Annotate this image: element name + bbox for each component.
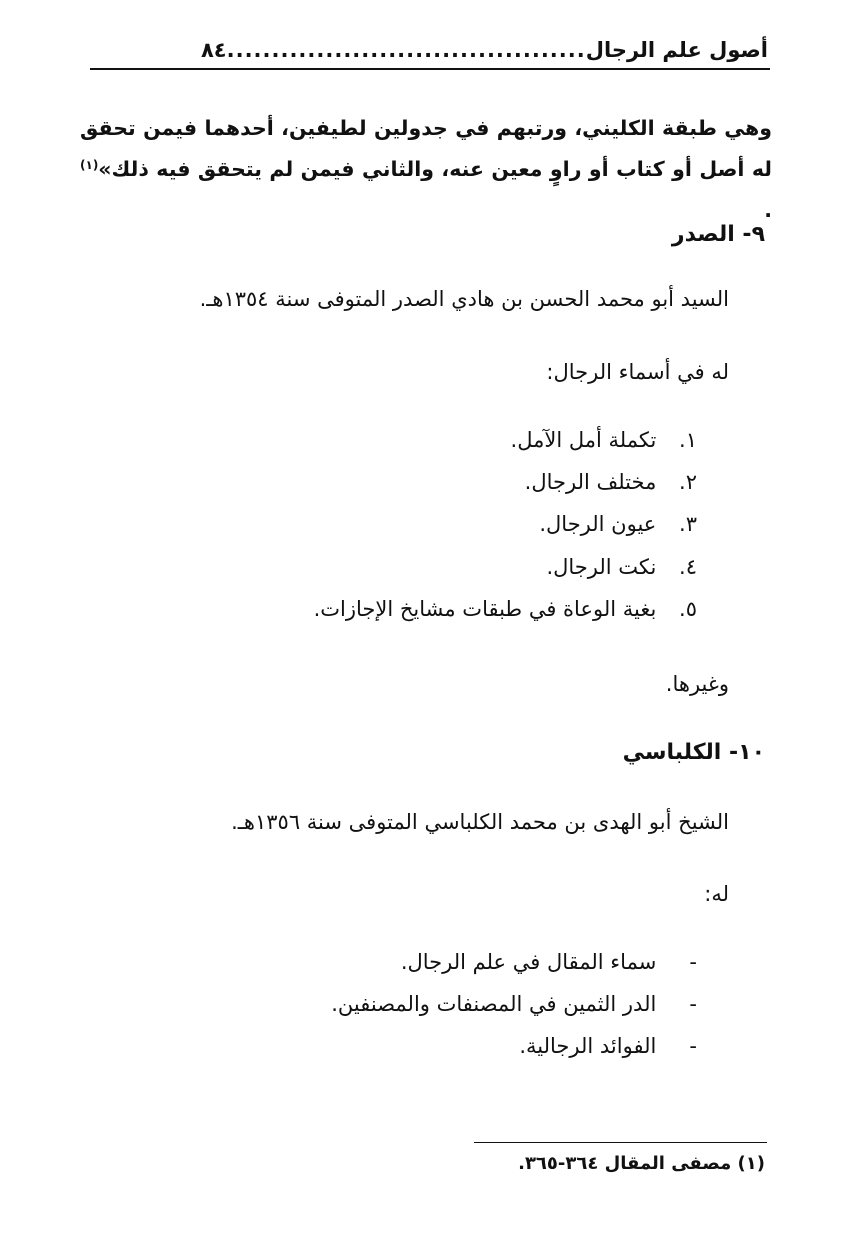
- list-item: [331, 992, 697, 1016]
- list-item-text: سماء المقال في علم الرجال.: [400, 950, 657, 974]
- list-marker: -: [689, 1034, 697, 1058]
- list-marker: -: [689, 992, 697, 1016]
- list-item: [511, 428, 697, 452]
- list-item-text: تكملة أمل الآمل.: [510, 428, 657, 452]
- list-item-text: نكت الرجال.: [546, 555, 657, 579]
- section-9-outro: وغيرها.: [665, 672, 729, 696]
- list-marker: ٣.: [679, 512, 697, 536]
- header-title: أصول علم الرجال: [585, 38, 768, 62]
- list-item-text: مختلف الرجال.: [524, 470, 657, 494]
- section-heading-9: ٩- الصدر: [671, 222, 765, 247]
- list-item: [314, 597, 697, 621]
- section-9-person: السيد أبو محمد الحسن بن هادي الصدر المتوفى سنة ١٣٥٤هـ.: [199, 287, 729, 311]
- list-item-text: بغية الوعاة في طبقات مشايخ الإجازات.: [313, 597, 657, 621]
- footnote: (١) مصفى المقال ٣٦٤-٣٦٥.: [518, 1153, 765, 1174]
- section-10-person: الشيخ أبو الهدى بن محمد الكلباسي المتوفى سنة ١٣٥٦هـ.: [231, 810, 729, 834]
- list-item-text: عيون الرجال.: [539, 512, 657, 536]
- page-number: ٨٤: [200, 38, 227, 62]
- footnote-reference[interactable]: (١): [80, 158, 99, 172]
- intro-end: .: [764, 198, 772, 222]
- list-marker: ٥.: [679, 597, 697, 621]
- list-marker: ٢.: [679, 470, 697, 494]
- header-dots: ........................................: [226, 38, 586, 62]
- list-marker: ١.: [679, 428, 697, 452]
- list-item: [519, 1034, 697, 1058]
- list-item: [546, 555, 697, 579]
- section-10-intro: له:: [704, 882, 729, 906]
- list-item-text: الفوائد الرجالية.: [519, 1034, 657, 1058]
- intro-paragraph: [80, 108, 772, 231]
- list-marker: ٤.: [679, 555, 697, 579]
- running-header: [90, 32, 770, 70]
- footnote-divider: [474, 1142, 767, 1143]
- list-marker: -: [689, 950, 697, 974]
- list-item: [539, 512, 697, 536]
- section-9-intro: له في أسماء الرجال:: [546, 360, 729, 384]
- list-item: [401, 950, 697, 974]
- section-heading-10: ١٠- الكلباسي: [622, 740, 765, 765]
- intro-text: وهي طبقة الكليني، ورتبهم في جدولين لطيفين، أحدهما فيمن تحقق له أصل أو كتاب أو راوٍ معين عنه، والثاني فيمن لم يتحقق فيه ذلك»: [80, 116, 772, 181]
- list-item: [525, 470, 697, 494]
- list-item-text: الدر الثمين في المصنفات والمصنفين.: [331, 992, 657, 1016]
